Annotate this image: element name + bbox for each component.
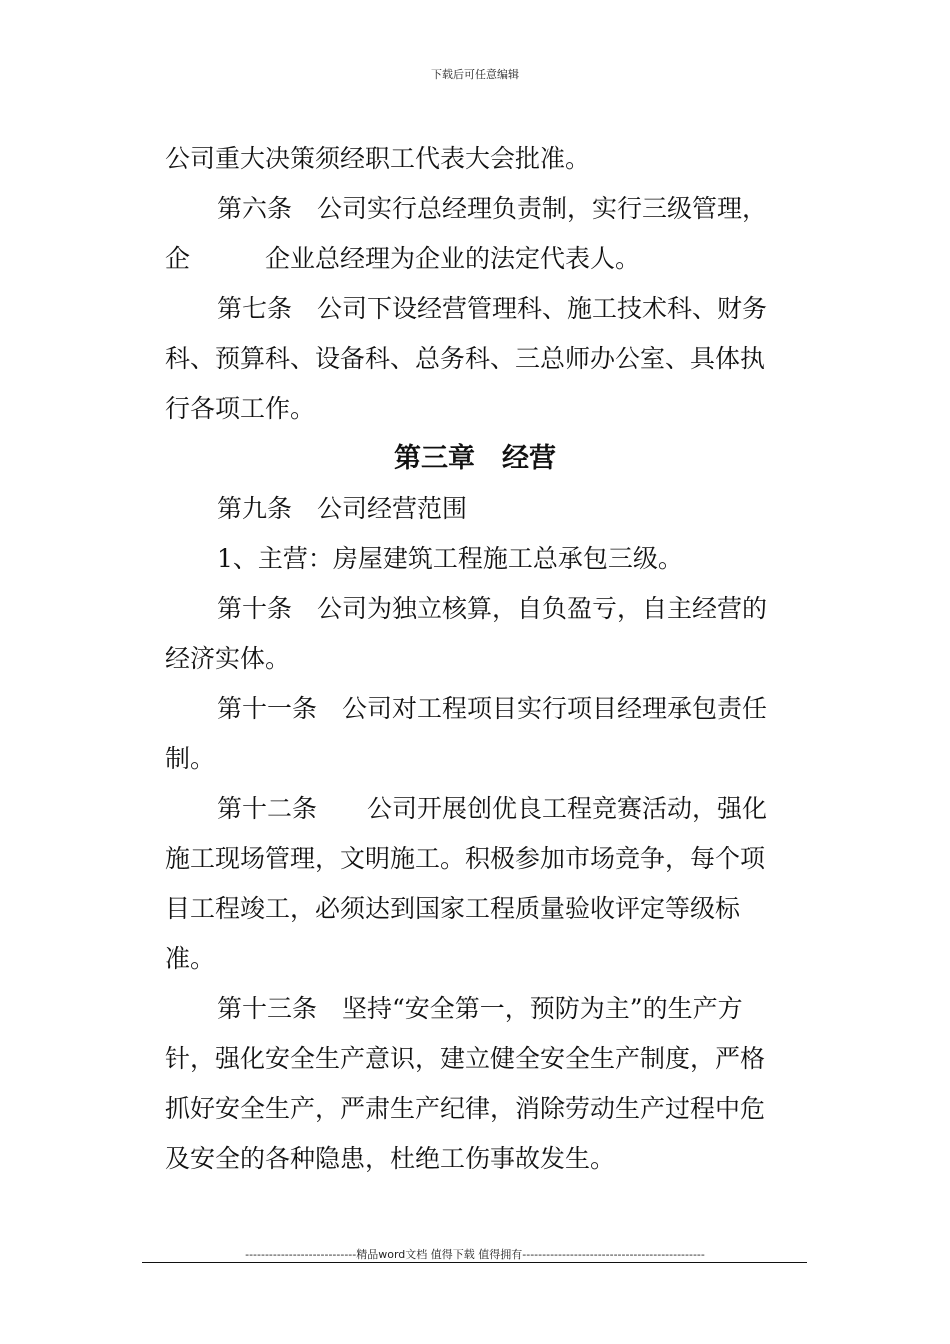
paragraph-line: 抓好安全生产，严肃生产纪律，消除劳动生产过程中危 — [165, 1094, 766, 1123]
paragraph-line: 准。 — [165, 944, 216, 973]
paragraph-line: 制。 — [165, 744, 216, 773]
paragraph-line: 经济实体。 — [165, 644, 291, 673]
article-11-line: 第十一条 公司对工程项目实行项目经理承包责任 — [217, 694, 768, 723]
list-item-line: 1、主营：房屋建筑工程施工总承包三级。 — [217, 544, 683, 573]
paragraph-line: 科、预算科、设备科、总务科、三总师办公室、具体执 — [165, 344, 766, 373]
paragraph-line: 施工现场管理，文明施工。积极参加市场竞争，每个项 — [165, 844, 766, 873]
paragraph-line: 目工程竣工，必须达到国家工程质量验收评定等级标 — [165, 894, 741, 923]
chapter-heading: 第三章 经营 — [394, 443, 556, 474]
article-6-line: 第六条 公司实行总经理负责制，实行三级管理， — [217, 194, 768, 223]
footer-divider — [142, 1262, 807, 1263]
page-footer: ----------------------------精品word文档 值得下载 值得拥有---------------------------------------------- — [245, 1248, 705, 1261]
article-12-line: 第十二条 公司开展创优良工程竞赛活动，强化 — [217, 794, 768, 823]
page-header: 下载后可任意编辑 — [431, 68, 519, 81]
paragraph-line: 企 企业总经理为企业的法定代表人。 — [165, 244, 641, 273]
document-body — [165, 134, 785, 1184]
paragraph-line: 行各项工作。 — [165, 394, 316, 423]
paragraph-line: 公司重大决策须经职工代表大会批准。 — [165, 144, 591, 173]
article-7-line: 第七条 公司下设经营管理科、施工技术科、财务 — [217, 294, 768, 323]
paragraph-line: 针，强化安全生产意识，建立健全安全生产制度，严格 — [165, 1044, 766, 1073]
article-13-line: 第十三条 坚持“安全第一，预防为主”的生产方 — [217, 994, 743, 1023]
paragraph-line: 及安全的各种隐患，杜绝工伤事故发生。 — [165, 1144, 616, 1173]
article-9-line: 第九条 公司经营范围 — [217, 494, 468, 523]
article-10-line: 第十条 公司为独立核算，自负盈亏，自主经营的 — [217, 594, 768, 623]
